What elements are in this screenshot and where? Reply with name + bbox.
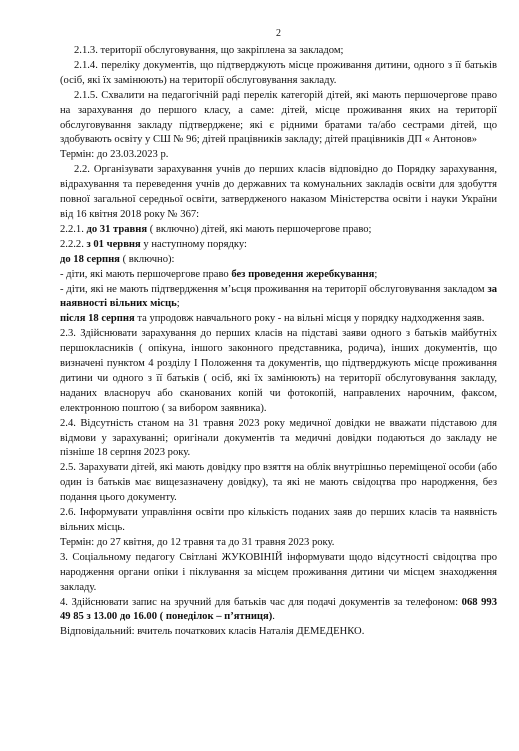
item-2-2-2-date: з 01 червня	[86, 238, 141, 250]
item-2-2-1	[60, 223, 497, 238]
after-aug-18-text: та упродовж навчального року - на вільні місця у порядку надходження заяв.	[134, 313, 485, 325]
item-4-phone: 068 993 49 85 з 13.00 до 16.00 ( понеділок – п’ятниця)	[60, 596, 497, 623]
dash-item-no-residence	[60, 283, 497, 313]
dash-item-no-residence-end: ;	[176, 298, 180, 310]
item-2-2-2	[60, 238, 497, 253]
responsible-person: Відповідальний: вчитель початкових класів Наталія ДЕМЕДЕНКО.	[60, 626, 365, 638]
after-aug-18-date: після 18 серпня	[60, 313, 135, 325]
item-2-2: 2.2. Організувати зарахування учнів до перших класів відповідно до Порядку зарахування, відрахування та переведення учнів до державних та комунальних закладів освіти для здобуття повної загальної середньої освіти, затвердженого наказом Міністерства освіти і науки України від 16 квітня 2018 року № 367:	[60, 164, 497, 220]
item-4	[60, 596, 497, 626]
dash-item-priority-bold: без проведення жеребкування	[231, 268, 375, 280]
until-aug-18-text: ( включно):	[119, 253, 175, 265]
item-4-end: .	[272, 611, 275, 623]
dash-item-no-residence-text: - діти, які не мають підтвердження м’ьсця проживання на території обслуговування закладом	[60, 283, 488, 295]
item-2-1-4: 2.1.4. переліку документів, що підтверджують місце проживання дитини, одного з її батьків (осіб, які їх замінюють) на території обслуговування закладу.	[60, 59, 497, 86]
dash-item-priority-end: ;	[374, 268, 378, 280]
page-number: 2	[276, 28, 281, 39]
term-2-1: Термін: до 23.03.2023 р.	[60, 149, 169, 161]
item-2-2-2-number: 2.2.2.	[60, 238, 87, 250]
item-4-text: 4. Здійснювати запис на зручний для батьків час для подачі документів за телефоном:	[60, 596, 462, 608]
term-2-6: Термін: до 27 квітня, до 12 травня та до 31 травня 2023 року.	[60, 536, 335, 548]
dash-item-no-residence-bold: за наявності вільних місць	[60, 283, 497, 310]
item-2-2-1-date: до 31 травня	[86, 223, 148, 235]
until-aug-18	[60, 253, 497, 268]
item-2-5: 2.5. Зарахувати дітей, які мають довідку про взяття на облік внутрішньо переміщеної особи (або один із батьків має вищезазначену довідку), та які не мають свідоцтва про народження, без подання цього документу.	[60, 462, 497, 504]
item-2-6: 2.6. Інформувати управління освіти про кількість поданих заяв до перших класів та наявність вільних місць.	[60, 507, 497, 533]
item-2-2-1-number: 2.2.1.	[60, 223, 87, 235]
item-2-2-1-text: ( включно) дітей, які мають першочергове право;	[147, 223, 372, 235]
after-aug-18	[60, 312, 497, 327]
dash-item-priority-text: - діти, які мають першочергове право	[60, 268, 232, 280]
item-2-2-2-text: у наступному порядку:	[140, 238, 247, 250]
until-aug-18-date: до 18 серпня	[60, 253, 120, 265]
item-2-3: 2.3. Здійснювати зарахування до перших класів на підставі заяви одного з батьків майбутніх першокласників ( опікуна, іншого законного представника, родича), інших документів, що визначені пунктом 4 розділу І Положення та документів, що підтверджують місце проживання дитини чи одного з її батьків ( осіб, які їх замінюють) на території обслуговування закладу, наданих власноруч або сканованих копій чи фотокопій, направлених нарочним, факсом, електронною поштою ( за вибором заявника).	[60, 328, 497, 414]
item-3: 3. Соціальному педагогу Світлані ЖУКОВІНІЙ інформувати щодо відсутності свідоцтва про народження органи опіки і піклування за місцем проживання дитини чи місцем знаходження закладу.	[60, 551, 497, 593]
item-2-4: 2.4. Відсутність станом на 31 травня 2023 року медичної довідки не вважати підставою для відмови у зарахуванні; оригінали документів та медичні довідки подаються до закладу не пізніше 18 серпня 2023 року.	[60, 417, 497, 459]
dash-item-priority	[60, 268, 497, 283]
item-2-1-3: 2.1.3. території обслуговування, що закріплена за закладом;	[74, 45, 344, 56]
item-2-1-5: 2.1.5. Схвалити на педагогічній раді перелік категорій дітей, які мають першочергове право на зарахування до першого класу, а саме: дітей, місце проживання яких на території обслуговування закладу підтверджене; які є рідними братами та/або сестрами дітей, що здобувають освіту у СШ № 96; дітей працівників закладу; дітей працівників ДП « Антонов»	[60, 89, 497, 146]
